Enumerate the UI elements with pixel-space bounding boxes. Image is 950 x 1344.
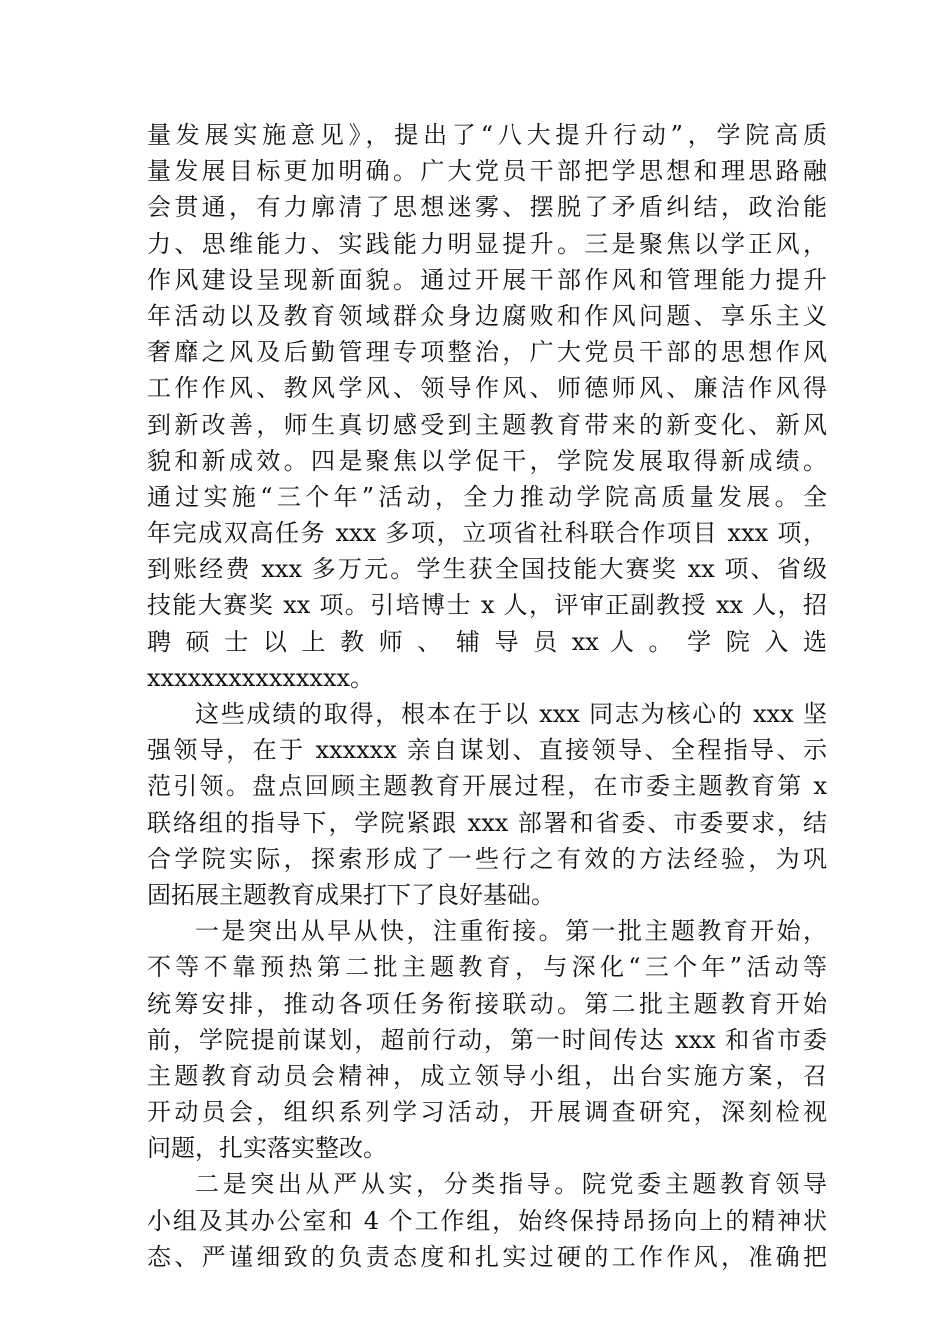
text-line: 不等不靠预热第二批主题教育，与深化“三个年”活动等 — [147, 953, 827, 982]
text-line: 开动员会，组织系列学习活动，开展调查研究，深刻检视 — [147, 1098, 827, 1127]
text-line: 年完成双高任务 xxx 多项，立项省社科联合作项目 xxx 项， — [147, 519, 827, 548]
text-line: 奢靡之风及后勤管理专项整治，广大党员干部的思想作风 — [147, 338, 827, 367]
text-line: 强领导，在于 xxxxxx 亲自谋划、直接领导、全程指导、示 — [147, 736, 827, 765]
text-line: 合学院实际，探索形成了一些行之有效的方法经验，为巩 — [147, 844, 827, 873]
text-line: 联络组的指导下，学院紧跟 xxx 部署和省委、市委要求，结 — [147, 808, 827, 837]
text-line: 貌和新成效。四是聚焦以学促干，学院发展取得新成绩。 — [147, 446, 827, 475]
text-line: 作风建设呈现新面貌。通过开展干部作风和管理能力提升 — [147, 265, 827, 294]
paragraph — [147, 696, 827, 913]
paragraph — [147, 1166, 827, 1275]
text-line: 工作作风、教风学风、领导作风、师德师风、廉洁作风得 — [147, 374, 827, 403]
text-line: 年活动以及教育领域群众身边腐败和作风问题、享乐主义 — [147, 301, 827, 330]
text-line: 问题，扎实落实整改。 — [147, 1134, 387, 1163]
text-line: 小组及其办公室和 4 个工作组，始终保持昂扬向上的精神状 — [147, 1206, 827, 1235]
text-line: 力、思维能力、实践能力明显提升。三是聚焦以学正风， — [147, 229, 827, 258]
text-line: 量发展实施意见》，提出了“八大提升行动”，学院高质 — [147, 121, 827, 149]
text-line: 态、严谨细致的负责态度和扎实过硬的工作作风，准确把 — [147, 1242, 827, 1271]
paragraph — [147, 117, 827, 696]
text-line: 范引领。盘点回顾主题教育开展过程，在市委主题教育第 x — [147, 772, 827, 801]
text-line: 聘 硕 士 以 上 教 师 、 辅 导 员 xx 人 。 学 院 入 选 — [147, 627, 827, 656]
text-line: 会贯通，有力廓清了思想迷雾、摆脱了矛盾纠结，政治能 — [147, 193, 827, 222]
text-line: 到新改善，师生真切感受到主题教育带来的新变化、新风 — [147, 410, 827, 439]
paragraph — [147, 913, 827, 1166]
text-line: 这些成绩的取得，根本在于以 xxx 同志为核心的 xxx 坚 — [195, 700, 827, 728]
text-line: 主题教育动员会精神，成立领导小组，出台实施方案，召 — [147, 1061, 827, 1090]
text-line: 二是突出从严从实，分类指导。院党委主题教育领导 — [195, 1170, 827, 1199]
text-line: 技能大赛奖 xx 项。引培博士 x 人，评审正副教授 xx 人，招 — [147, 591, 827, 620]
document-body — [147, 117, 827, 1275]
text-line: 前，学院提前谋划，超前行动，第一时间传达 xxx 和省市委 — [147, 1025, 827, 1054]
text-line: 到账经费 xxx 多万元。学生获全国技能大赛奖 xx 项、省级 — [147, 555, 827, 584]
text-line: 统筹安排，推动各项任务衔接联动。第二批主题教育开始 — [147, 989, 827, 1018]
text-line: 通过实施“三个年”活动，全力推动学院高质量发展。全 — [147, 482, 827, 511]
text-line: 量发展目标更加明确。广大党员干部把学思想和理思路融 — [147, 157, 827, 186]
text-line: xxxxxxxxxxxxxxx。 — [147, 663, 375, 692]
text-line: 固拓展主题教育成果打下了良好基础。 — [147, 880, 555, 909]
text-line: 一是突出从早从快，注重衔接。第一批主题教育开始， — [195, 917, 827, 946]
